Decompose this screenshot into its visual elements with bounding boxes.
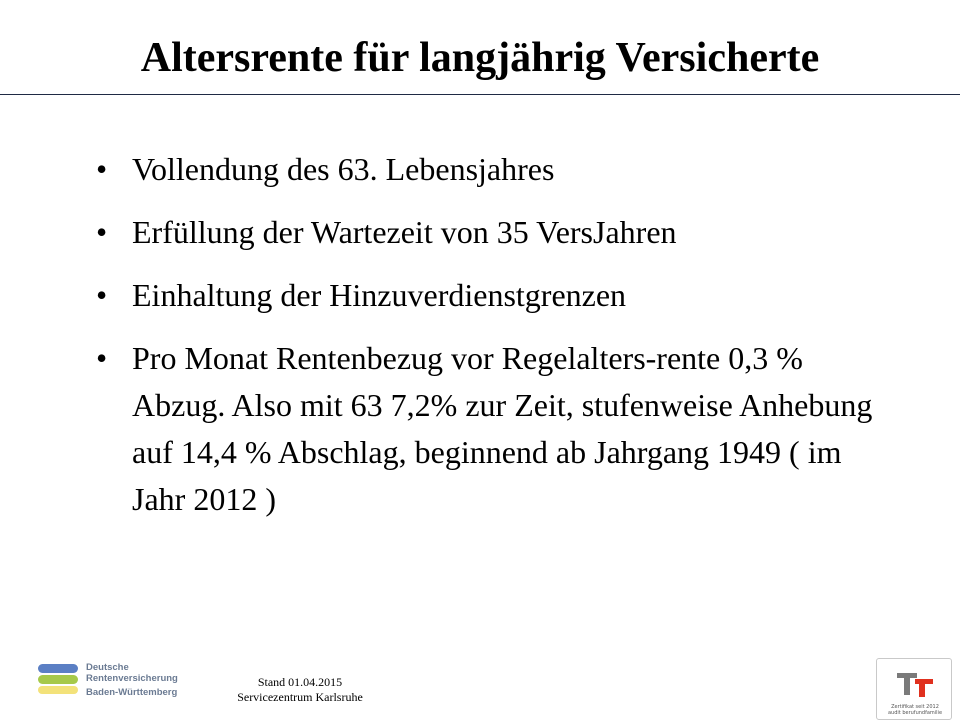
bullet-item <box>96 272 896 319</box>
bullet-text: Pro Monat Rentenbezug vor Regelalters-rente 0,3 % Abzug. Also mit 63 7,2% zur Zeit, stufenweise Anhebung auf 14,4 % Abschlag, beginnend ab Jahrgang 1949 ( im Jahr 2012 ) <box>132 340 873 517</box>
bullet-dot-icon: • <box>96 340 108 376</box>
badge-line-2: audit berufundfamilie <box>887 710 943 716</box>
bullet-text: Vollendung des 63. Lebensjahres <box>132 151 555 187</box>
bullet-dot-icon: • <box>96 151 108 187</box>
bullet-dot-icon: • <box>96 277 108 313</box>
slide-title: Altersrente für langjährig Versicherte <box>140 35 820 81</box>
bullet-item <box>96 209 896 256</box>
bullet-item <box>96 146 896 193</box>
audit-badge <box>876 658 952 720</box>
stand-date: Stand 01.04.2015 <box>257 675 343 689</box>
bullet-item <box>96 335 896 523</box>
drv-logo <box>34 660 194 700</box>
bullet-dot-icon: • <box>96 214 108 250</box>
badge-line-1: Zertifikat seit 2012 <box>891 704 939 710</box>
bullet-list <box>96 146 896 539</box>
bullet-text: Einhaltung der Hinzuverdienstgrenzen <box>132 277 627 313</box>
audit-badge-icon <box>897 669 933 699</box>
footer-stand <box>200 675 400 705</box>
drv-logo-icon <box>38 664 78 694</box>
logo-line-1: Deutsche <box>86 662 129 673</box>
logo-line-3: Baden-Württemberg <box>86 687 178 698</box>
service-center: Servicezentrum Karlsruhe <box>237 690 363 704</box>
audit-badge-text <box>877 704 952 716</box>
bullet-text: Erfüllung der Wartezeit von 35 VersJahren <box>132 214 677 250</box>
drv-logo-text <box>86 662 178 698</box>
logo-line-2: Rentenversicherung <box>86 673 178 684</box>
title-divider <box>0 94 960 95</box>
